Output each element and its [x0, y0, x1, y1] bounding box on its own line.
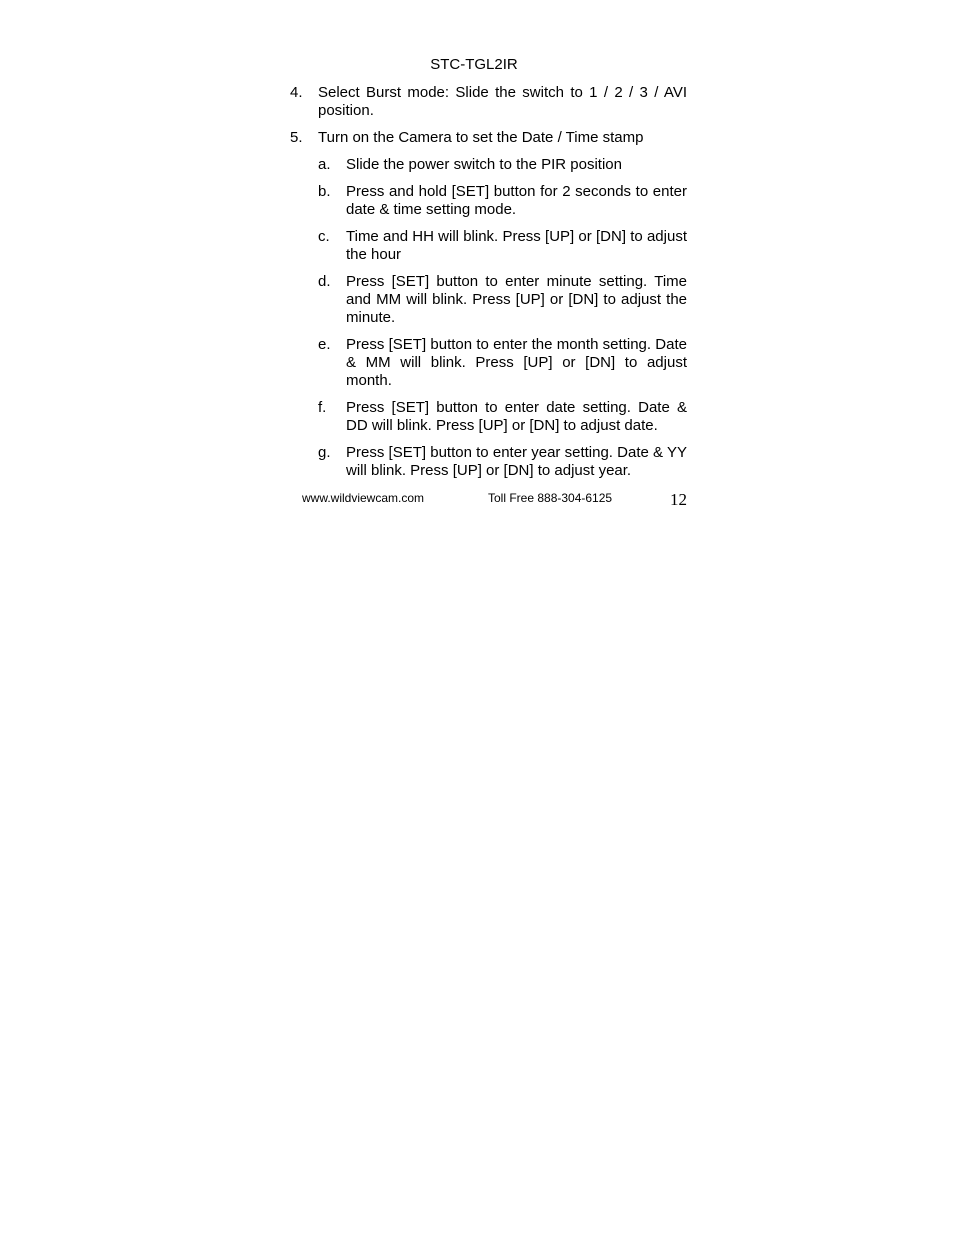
- substep-text: Press [SET] button to enter year setting. Date & YY will blink. Press [UP] or [DN] to adjust year.: [346, 444, 687, 479]
- substep-c: [318, 228, 687, 264]
- substep-text: Press [SET] button to enter date setting. Date & DD will blink. Press [UP] or [DN] to adjust date.: [346, 399, 687, 434]
- substep-text: Press and hold [SET] button for 2 seconds to enter date & time setting mode.: [346, 183, 687, 218]
- substep-a: [318, 156, 687, 174]
- substep-text: Press [SET] button to enter minute setting. Time and MM will blink. Press [UP] or [DN] to adjust the minute.: [346, 273, 687, 326]
- step-text: Select Burst mode: Slide the switch to 1 / 2 / 3 / AVI position.: [318, 84, 687, 119]
- substep-d: [318, 273, 687, 327]
- substep-e: [318, 336, 687, 390]
- instruction-list: [290, 84, 687, 489]
- page-number: 12: [670, 490, 687, 509]
- step-text: Turn on the Camera to set the Date / Time stamp: [318, 129, 644, 146]
- substep-letter: f.: [318, 399, 327, 416]
- substep-g: [318, 444, 687, 480]
- substep-letter: b.: [318, 183, 331, 200]
- document-header-title: STC-TGL2IR: [430, 56, 518, 73]
- step-number: 4.: [290, 84, 303, 101]
- substep-letter: d.: [318, 273, 331, 290]
- substep-text: Slide the power switch to the PIR position: [346, 156, 622, 173]
- substep-text: Time and HH will blink. Press [UP] or [DN] to adjust the hour: [346, 228, 687, 263]
- substep-letter: g.: [318, 444, 331, 461]
- substep-f: [318, 399, 687, 435]
- page-footer: [290, 490, 687, 510]
- footer-website: www.wildviewcam.com: [302, 491, 425, 505]
- step-number: 5.: [290, 129, 303, 146]
- substep-b: [318, 183, 687, 219]
- step-5: [290, 129, 687, 147]
- substep-letter: e.: [318, 336, 331, 353]
- substep-letter: a.: [318, 156, 331, 173]
- substep-text: Press [SET] button to enter the month setting. Date & MM will blink. Press [UP] or [DN] to adjust month.: [346, 336, 687, 389]
- footer-phone: Toll Free 888-304-6125: [488, 491, 613, 505]
- substep-list: [290, 156, 687, 480]
- substep-letter: c.: [318, 228, 330, 245]
- step-4: [290, 84, 687, 120]
